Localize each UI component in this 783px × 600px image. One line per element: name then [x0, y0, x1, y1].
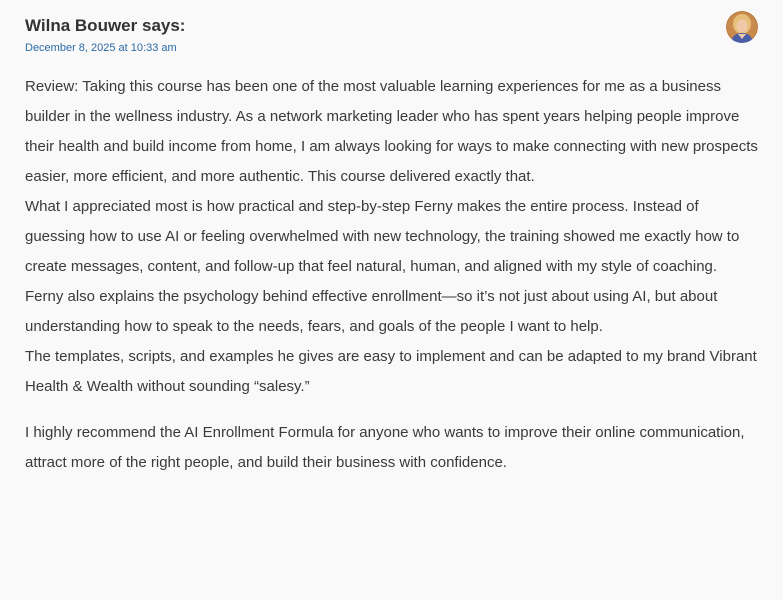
comment-body	[25, 72, 760, 478]
comment-paragraph: Review: Taking this course has been one of the most valuable learning experiences for me as a business builder in the wellness industry. As a network marketing leader who has spent years helping people improve their health and build income from home, I am always looking for ways to make connecting with new prospects easier, more efficient, and more authentic. This course delivered exactly that.	[25, 78, 758, 185]
avatar-photo-icon	[726, 11, 758, 43]
comment-paragraph: What I appreciated most is how practical and step-by-step Ferny makes the entire process. Instead of guessing how to use AI or feeling overwhelmed with new technology, the training showed me exactly how to create messages, content, and follow-up that feel natural, human, and aligned with my style of coaching.	[25, 198, 740, 275]
comment-paragraph: Ferny also explains the psychology behind effective enrollment—so it’s not just about using AI, but about understanding how to speak to the needs, fears, and goals of the people I want to help.	[25, 288, 718, 335]
comment-author: Wilna Bouwer	[25, 16, 138, 35]
comment-date-link[interactable]: December 8, 2025 at 10:33 am	[25, 42, 177, 54]
comment-paragraph: The templates, scripts, and examples he gives are easy to implement and can be adapted to my brand Vibrant Health & Wealth without sounding “salesy.”	[25, 348, 757, 395]
comment-says-label: says:	[141, 16, 186, 35]
avatar	[726, 11, 758, 43]
comment-paragraph: I highly recommend the AI Enrollment Formula for anyone who wants to improve their online communication, attract more of the right people, and build their business with confidence.	[25, 424, 745, 471]
comment-author-line	[25, 16, 758, 36]
